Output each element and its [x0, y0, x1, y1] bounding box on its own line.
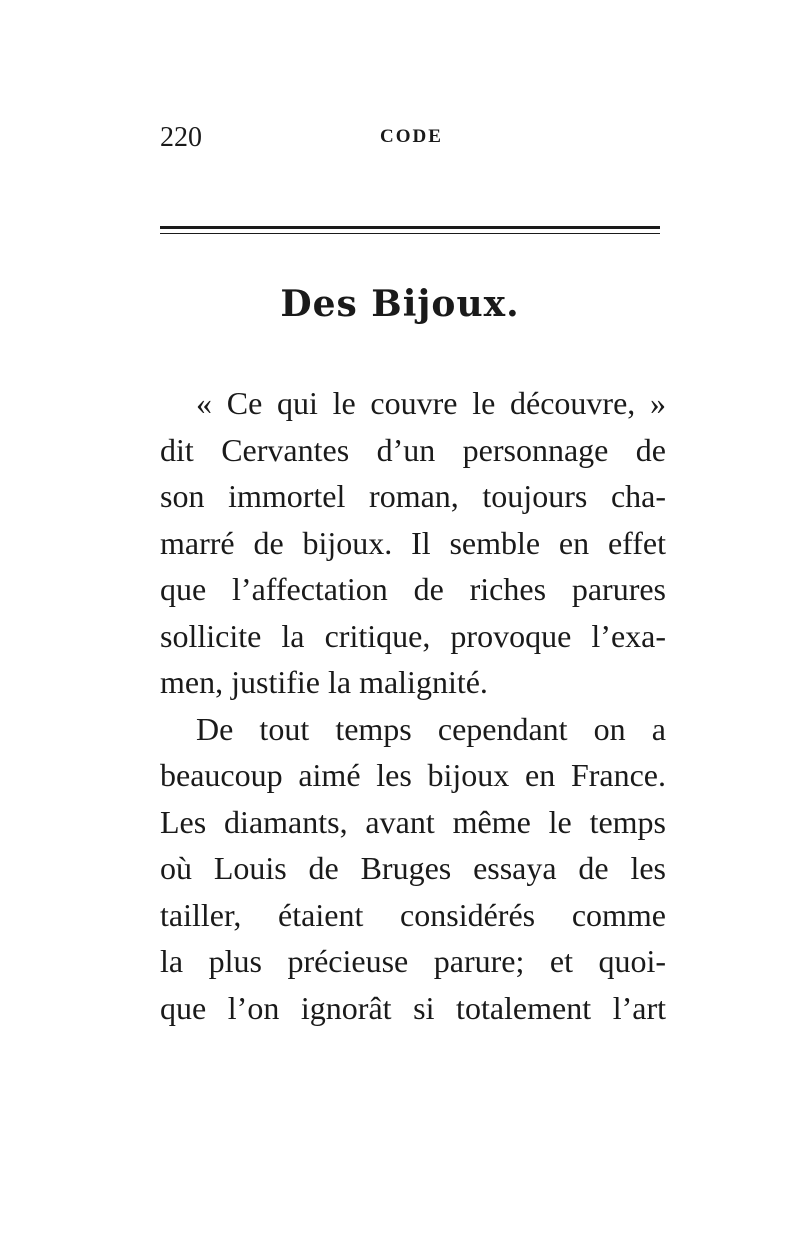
text-line: que l’on ignorât si totalement l’art — [160, 989, 666, 1026]
double-rule-divider — [160, 226, 660, 236]
text-line: que l’affectation de riches parures — [160, 571, 666, 607]
text-line: sollicite la critique, provoque l’exa- — [160, 617, 666, 654]
section-title: Des Bijoux. — [280, 283, 520, 325]
page-number: 220 — [160, 122, 202, 153]
running-head: CODE — [380, 126, 443, 147]
text-line: De tout temps cependant on a — [196, 710, 666, 747]
rule-thin — [160, 233, 660, 234]
rule-thick — [160, 226, 660, 229]
text-line: tailler, étaient considérés comme — [160, 896, 666, 933]
text-line: la plus précieuse parure; et quoi- — [160, 943, 666, 979]
text-line: son immortel roman, toujours cha- — [160, 478, 666, 514]
text-line: où Louis de Bruges essaya de les — [160, 850, 666, 886]
text-line: « Ce qui le couvre le découvre, » — [196, 385, 666, 421]
text-line: marré de bijoux. Il semble en effet — [160, 524, 666, 561]
text-line: dit Cervantes d’un personnage de — [160, 431, 666, 468]
text-line: beaucoup aimé les bijoux en France. — [160, 757, 666, 793]
text-line: Les diamants, avant même le temps — [160, 803, 666, 840]
body-text — [160, 380, 666, 1031]
text-line: men, justifie la malignité. — [160, 664, 488, 700]
